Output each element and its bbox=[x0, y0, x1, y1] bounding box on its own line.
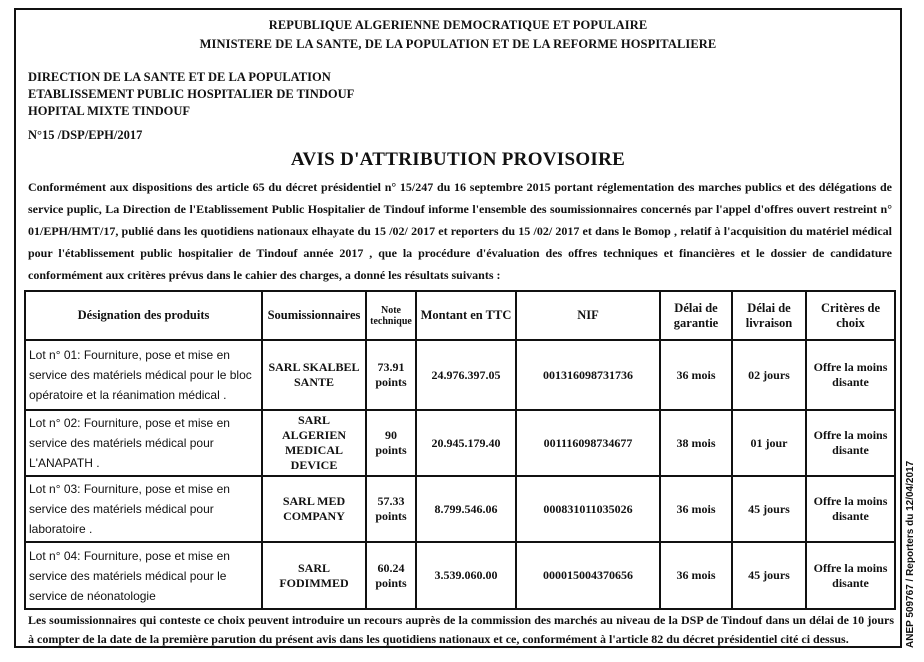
cell-critere: Offre la moins disante bbox=[806, 340, 895, 410]
cell-livraison: 01 jour bbox=[732, 410, 806, 476]
cell-montant: 24.976.397.05 bbox=[416, 340, 516, 410]
org-establishment: ETABLISSEMENT PUBLIC HOSPITALIER DE TINDOUF bbox=[28, 87, 355, 101]
cell-livraison: 45 jours bbox=[732, 542, 806, 609]
cell-montant: 8.799.546.06 bbox=[416, 476, 516, 542]
cell-nif: 000015004370656 bbox=[516, 542, 660, 609]
cell-note: 60.24 points bbox=[366, 542, 416, 609]
header-designation: Désignation des produits bbox=[25, 291, 262, 340]
header-montant: Montant en TTC bbox=[416, 291, 516, 340]
cell-note: 73.91 points bbox=[366, 340, 416, 410]
cell-montant: 3.539.060.00 bbox=[416, 542, 516, 609]
cell-note: 90 points bbox=[366, 410, 416, 476]
org-hospital: HOPITAL MIXTE TINDOUF bbox=[28, 104, 191, 118]
cell-soumissionnaire: SARL ALGERIEN MEDICAL DEVICE bbox=[262, 410, 366, 476]
cell-garantie: 36 mois bbox=[660, 340, 732, 410]
cell-critere: Offre la moins disante bbox=[806, 476, 895, 542]
header-nif: NIF bbox=[516, 291, 660, 340]
table-row bbox=[25, 340, 895, 410]
cell-critere: Offre la moins disante bbox=[806, 542, 895, 609]
header-ministry: MINISTERE DE LA SANTE, DE LA POPULATION ET DE LA REFORME HOSPITALIERE bbox=[199, 37, 717, 51]
reference-number: N°15 /DSP/EPH/2017 bbox=[28, 128, 143, 142]
cell-designation: Lot n° 03: Fourniture, pose et mise en service des matériels médical pour laboratoire . bbox=[25, 476, 262, 542]
cell-montant: 20.945.179.40 bbox=[416, 410, 516, 476]
footer-paragraph: Les soumissionnaires qui conteste ce choix peuvent introduire un recours auprès de la commission des marchés au niveau de la DSP de Tindouf dans un délai de 10 jours à compter de la date de la première parution du présent avis dans les quotidiens nationaux et ce, conformément à l'article 82 du décret présidentiel cité ci dessus. bbox=[28, 613, 894, 646]
cell-critere: Offre la moins disante bbox=[806, 410, 895, 476]
notice-title: AVIS D'ATTRIBUTION PROVISOIRE bbox=[290, 149, 626, 170]
intro-paragraph: Conformément aux dispositions des article 65 du décret présidentiel n° 15/247 du 16 septembre 2015 portant réglementation des marches publics et des délégations de service puplic, La Direction de l'Etablissement Public Hospitalier de Tindouf informe l'ensemble des soumissionnaires concernés par l'appel d'offres ouvert restreint n° 01/EPH/HMT/17, publié dans les quotidiens nationaux elhayate du 15 /02/ 2017 et reporters du 15 /02/ 2017 et dans le Bomop , relatif à l'acquisition du matériel médical pour l'établissement public hospitalier de Tindouf année 2017 , que la procédure d'évaluation des offres techniques et financières et le dossier de candidature conformément aux critères prévus dans le cahier des charges, a donné les résultats suivants : bbox=[28, 180, 892, 282]
table-row bbox=[25, 476, 895, 542]
cell-designation: Lot n° 01: Fourniture, pose et mise en service des matériels médical pour le bloc opératoire et la réanimation médical . bbox=[25, 340, 262, 410]
cell-nif: 000831011035026 bbox=[516, 476, 660, 542]
cell-livraison: 02 jours bbox=[732, 340, 806, 410]
cell-note: 57.33 points bbox=[366, 476, 416, 542]
cell-soumissionnaire: SARL SKALBEL SANTE bbox=[262, 340, 366, 410]
org-direction: DIRECTION DE LA SANTE ET DE LA POPULATION bbox=[28, 70, 331, 84]
cell-garantie: 36 mois bbox=[660, 542, 732, 609]
table-row bbox=[25, 410, 895, 476]
notice-frame bbox=[14, 8, 902, 648]
cell-livraison: 45 jours bbox=[732, 476, 806, 542]
cell-designation: Lot n° 04: Fourniture, pose et mise en service des matériels médical pour le service de néonatologie bbox=[25, 542, 262, 609]
header-republic: REPUBLIQUE ALGERIENNE DEMOCRATIQUE ET POPULAIRE bbox=[268, 18, 648, 32]
header-soumissionnaires: Soumissionnaires bbox=[262, 291, 366, 340]
cell-garantie: 36 mois bbox=[660, 476, 732, 542]
table-row bbox=[25, 542, 895, 609]
side-publication-note: ANEP 509767 / Reporters du 12/04/2017 bbox=[905, 460, 916, 648]
cell-soumissionnaire: SARL FODIMMED bbox=[262, 542, 366, 609]
table-header-row bbox=[25, 291, 895, 340]
header-criteres: Critères de choix bbox=[806, 291, 895, 340]
results-table bbox=[24, 290, 896, 610]
cell-garantie: 38 mois bbox=[660, 410, 732, 476]
header-note: Note technique bbox=[366, 291, 416, 340]
cell-nif: 001316098731736 bbox=[516, 340, 660, 410]
header-garantie: Délai de garantie bbox=[660, 291, 732, 340]
cell-nif: 001116098734677 bbox=[516, 410, 660, 476]
cell-designation: Lot n° 02: Fourniture, pose et mise en service des matériels médical pour L'ANAPATH . bbox=[25, 410, 262, 476]
header-livraison: Délai de livraison bbox=[732, 291, 806, 340]
cell-soumissionnaire: SARL MED COMPANY bbox=[262, 476, 366, 542]
